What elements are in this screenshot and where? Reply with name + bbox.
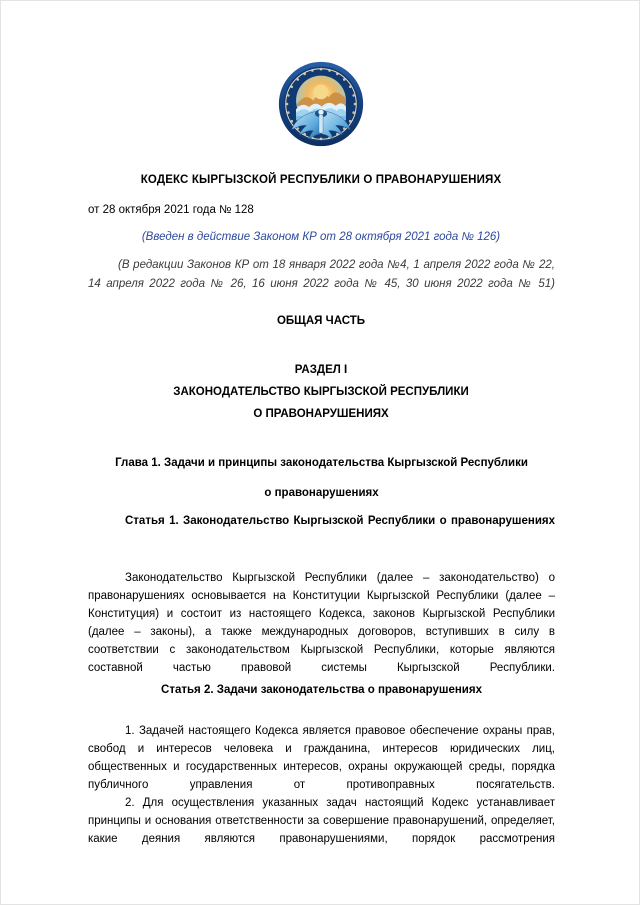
section-number: РАЗДЕЛ I [294, 364, 348, 376]
revisions-note[interactable]: (В редакции Законов КР от 18 января 2022 года №4, 1 апреля 2022 года № 22, 14 апреля 2022 года № 26, 16 июня 2022 года № 45, 30 июня 2022 года № 51) [88, 259, 555, 290]
chapter-title-line1: Глава 1. Задачи и принципы законодательства Кыргызской Республики [115, 457, 528, 469]
chapter-title-line2: о правонарушениях [264, 487, 379, 499]
emblem-container [1, 61, 640, 147]
chapter-title [88, 448, 555, 508]
article-2-paragraph-1: 1. Задачей настоящего Кодекса является правовое обеспечение охраны прав, свобод и интересов человека и гражданина, интересов юридических лиц, общественных и государственных интересов, охраны окружающей среды, порядка публичного управления от противоправных посягательств. [88, 725, 555, 791]
document-date: от 28 октября 2021 года № 128 [88, 204, 254, 216]
section-title-line2: О ПРАВОНАРУШЕНИЯХ [253, 408, 389, 420]
enacted-by-law-note[interactable]: (Введен в действие Законом КР от 28 октября 2021 года № 126) [141, 231, 501, 243]
coat-of-arms-icon [278, 61, 364, 147]
article-2-heading: Статья 2. Задачи законодательства о правонарушениях [161, 684, 482, 696]
article-1-paragraph-1: Законодательство Кыргызской Республики (далее – законодательство) о правонарушениях основывается на Конституции Кыргызской Республики (далее – Конституция) и состоит из настоящего Кодекса, законов Кыргызской Республики (далее – законы), а также международных договоров, вступивших в силу в соответствии с законодательством Кыргызской Республики, которые являются составной частью правовой системы Кыргызской Республики. [88, 572, 555, 674]
article-2-paragraph-2: 2. Для осуществления указанных задач настоящий Кодекс устанавливает принципы и основания ответственности за совершение правонарушений, определяет, какие деяния являются правонарушениями, порядок рассмотрения [88, 797, 555, 845]
article-1-heading: Статья 1. Законодательство Кыргызской Республики о правонарушениях [125, 515, 555, 527]
document-title: КОДЕКС КЫРГЫЗСКОЙ РЕСПУБЛИКИ О ПРАВОНАРУШЕНИЯХ [140, 174, 502, 186]
section-title-line1: ЗАКОНОДАТЕЛЬСТВО КЫРГЫЗСКОЙ РЕСПУБЛИКИ [173, 386, 469, 398]
part-title: ОБЩАЯ ЧАСТЬ [276, 315, 366, 327]
